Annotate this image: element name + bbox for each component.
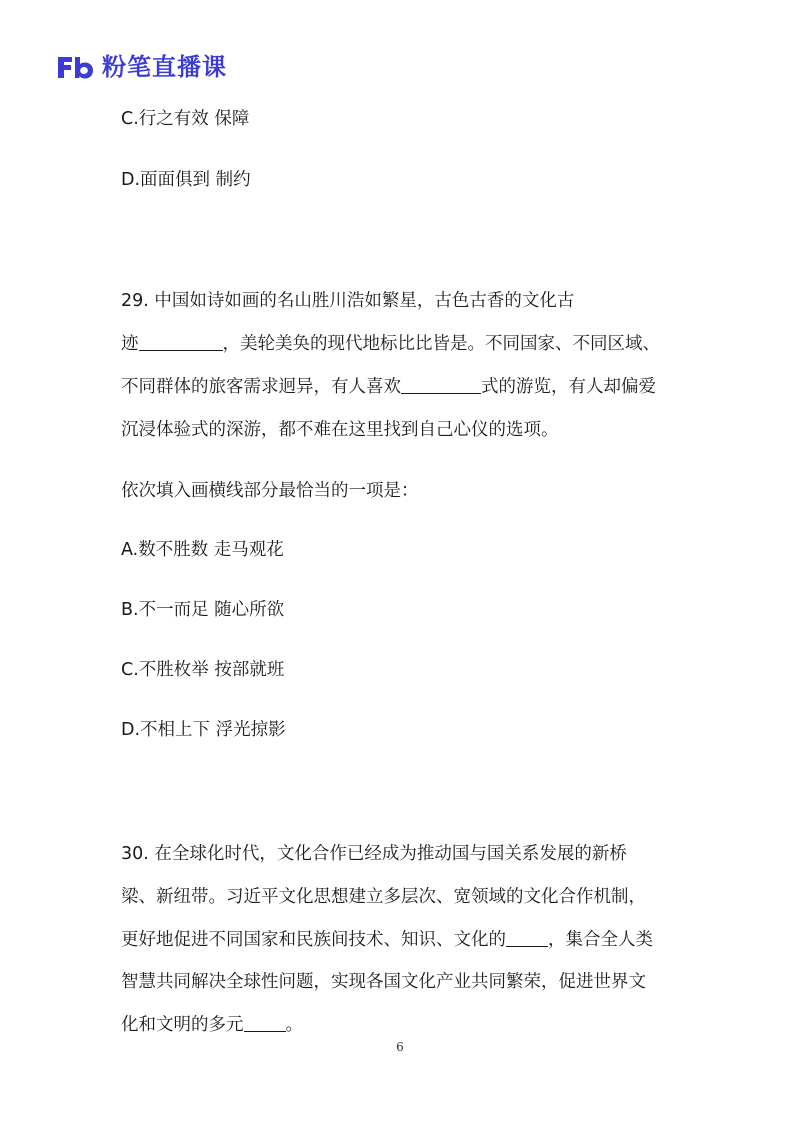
q29-line-3-post: 式的游览，有人却偏爱 [481,377,656,397]
q29-line-1: 29. 中国如诗如画的名山胜川浩如繁星，古色古香的文化古 [121,291,575,311]
q29-option-d: D.不相上下 浮光掠影 [121,720,286,740]
page-number: 6 [396,1040,404,1054]
header [56,52,227,82]
q30-line-2: 梁、新纽带。习近平文化思想建立多层次、宽领域的文化合作机制， [121,887,646,907]
answer-blank-1 [139,332,223,351]
q28-option-d: D.面面俱到 制约 [121,170,251,190]
q30-line-5 [121,1012,303,1038]
q29-prompt: 依次填入画横线部分最恰当的一项是： [121,481,419,501]
q29-line-2 [121,331,660,357]
fenbi-logo-icon [56,53,96,81]
q29-line-3 [121,374,656,400]
q29-line-2-post: ，美轮美奂的现代地标比比皆是。不同国家、不同区域、 [222,334,660,354]
q30-line-4: 智慧共同解决全球性问题，实现各国文化产业共同繁荣，促进世界文 [121,972,646,992]
answer-blank-3 [506,928,548,947]
answer-blank-2 [401,375,481,394]
q29-line-3-pre: 不同群体的旅客需求迥异，有人喜欢 [121,377,401,397]
q30-line-5-post: 。 [285,1015,303,1035]
answer-blank-4 [244,1013,286,1032]
q29-line-4: 沉浸体验式的深游，都不难在这里找到自己心仪的选项。 [121,420,559,440]
q29-option-b: B.不一而足 随心所欲 [121,600,285,620]
q29-option-c: C.不胜枚举 按部就班 [121,660,285,680]
q30-line-5-pre: 化和文明的多元 [121,1015,244,1035]
q28-option-c: C.行之有效 保障 [121,109,250,129]
logo-text: 粉笔直播课 [102,53,227,81]
q30-line-3 [121,927,653,953]
q30-line-3-post: ，集合全人类 [548,930,653,950]
q29-line-2-pre: 迹 [121,334,139,354]
q29-option-a: A.数不胜数 走马观花 [121,540,284,560]
q30-line-3-pre: 更好地促进不同国家和民族间技术、知识、文化的 [121,930,506,950]
q30-line-1: 30. 在全球化时代，文化合作已经成为推动国与国关系发展的新桥 [121,844,627,864]
